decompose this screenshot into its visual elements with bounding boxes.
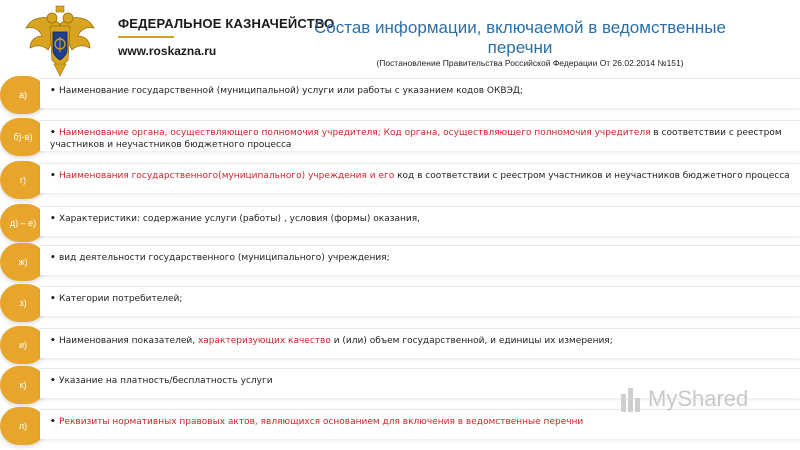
bullet-icon: • [50,86,56,96]
row-text-part: Наименования государственного(муниципального) учреждения и его [59,171,395,181]
bullet-icon: • [50,128,56,138]
row-label: а) [0,76,46,114]
row-text [40,120,800,151]
row-label: з) [0,284,46,322]
watermark [620,384,748,414]
row-text-part: Категории потребителей; [59,294,183,304]
row-text-part: Наименование государственной (муниципальной) услуги или работы с указанием кодов ОКВЭД; [59,86,523,96]
row-label: г) [0,161,46,199]
row-label: ж) [0,243,46,281]
row-text [40,245,800,275]
row-text-part: Наименование органа, осуществляющего полномочия учредителя; Код органа, осуществляющего полномочия учредителя [59,128,651,138]
page-title: Состав информации, включаемой в ведомственные перечни [314,18,726,57]
row-text-part: Характеристики: содержание услуги (работы) , условия (формы) оказания, [59,214,421,224]
row-text-part: Реквизиты нормативных правовых актов, являющихся основанием для включения в ведомственные перечни [59,417,584,427]
row-text-part: Указание на платность/бесплатность услуги [59,376,273,386]
watermark-text: MyShared [648,386,749,411]
row-text-part: в соответствии с реестром участников и неучастников бюджетного процесса [50,128,782,150]
row-text [40,328,800,358]
bullet-icon: • [50,417,56,427]
row-text [40,163,800,193]
bullet-icon: • [50,214,56,224]
bullet-icon: • [50,336,56,346]
bullet-icon: • [50,294,56,304]
row-text-part: и (или) объем государственной, и единицы их измерения; [330,336,613,346]
row-label: д) – е) [0,204,46,242]
bullet-icon: • [50,171,56,181]
row-text [40,286,800,316]
eagle-emblem-icon [22,4,98,78]
row-label: б)-в) [0,118,46,156]
org-website-link[interactable]: www.roskazna.ru [118,44,217,58]
row-text-part: Наименования показателей, [59,336,198,346]
row-text [40,206,800,236]
watermark-logo-icon [620,384,642,414]
bullet-icon: • [50,253,56,263]
bullet-icon: • [50,376,56,386]
row-label: л) [0,407,46,445]
row-text-part: код в соответствии с реестром участников и неучастников бюджетного процесса [394,171,790,181]
row-label: к) [0,366,46,404]
row-text [40,78,800,108]
page-subtitle: (Постановление Правительства Российской Федерации От 26.02.2014 №151) [376,58,684,68]
row-label: и) [0,326,46,364]
row-text-part: вид деятельности государственного (муниципального) учреждения; [59,253,390,263]
org-underline [118,36,174,38]
row-text-part: характеризующих качество [197,336,331,346]
org-name: ФЕДЕРАЛЬНОЕ КАЗНАЧЕЙСТВО [118,16,335,31]
